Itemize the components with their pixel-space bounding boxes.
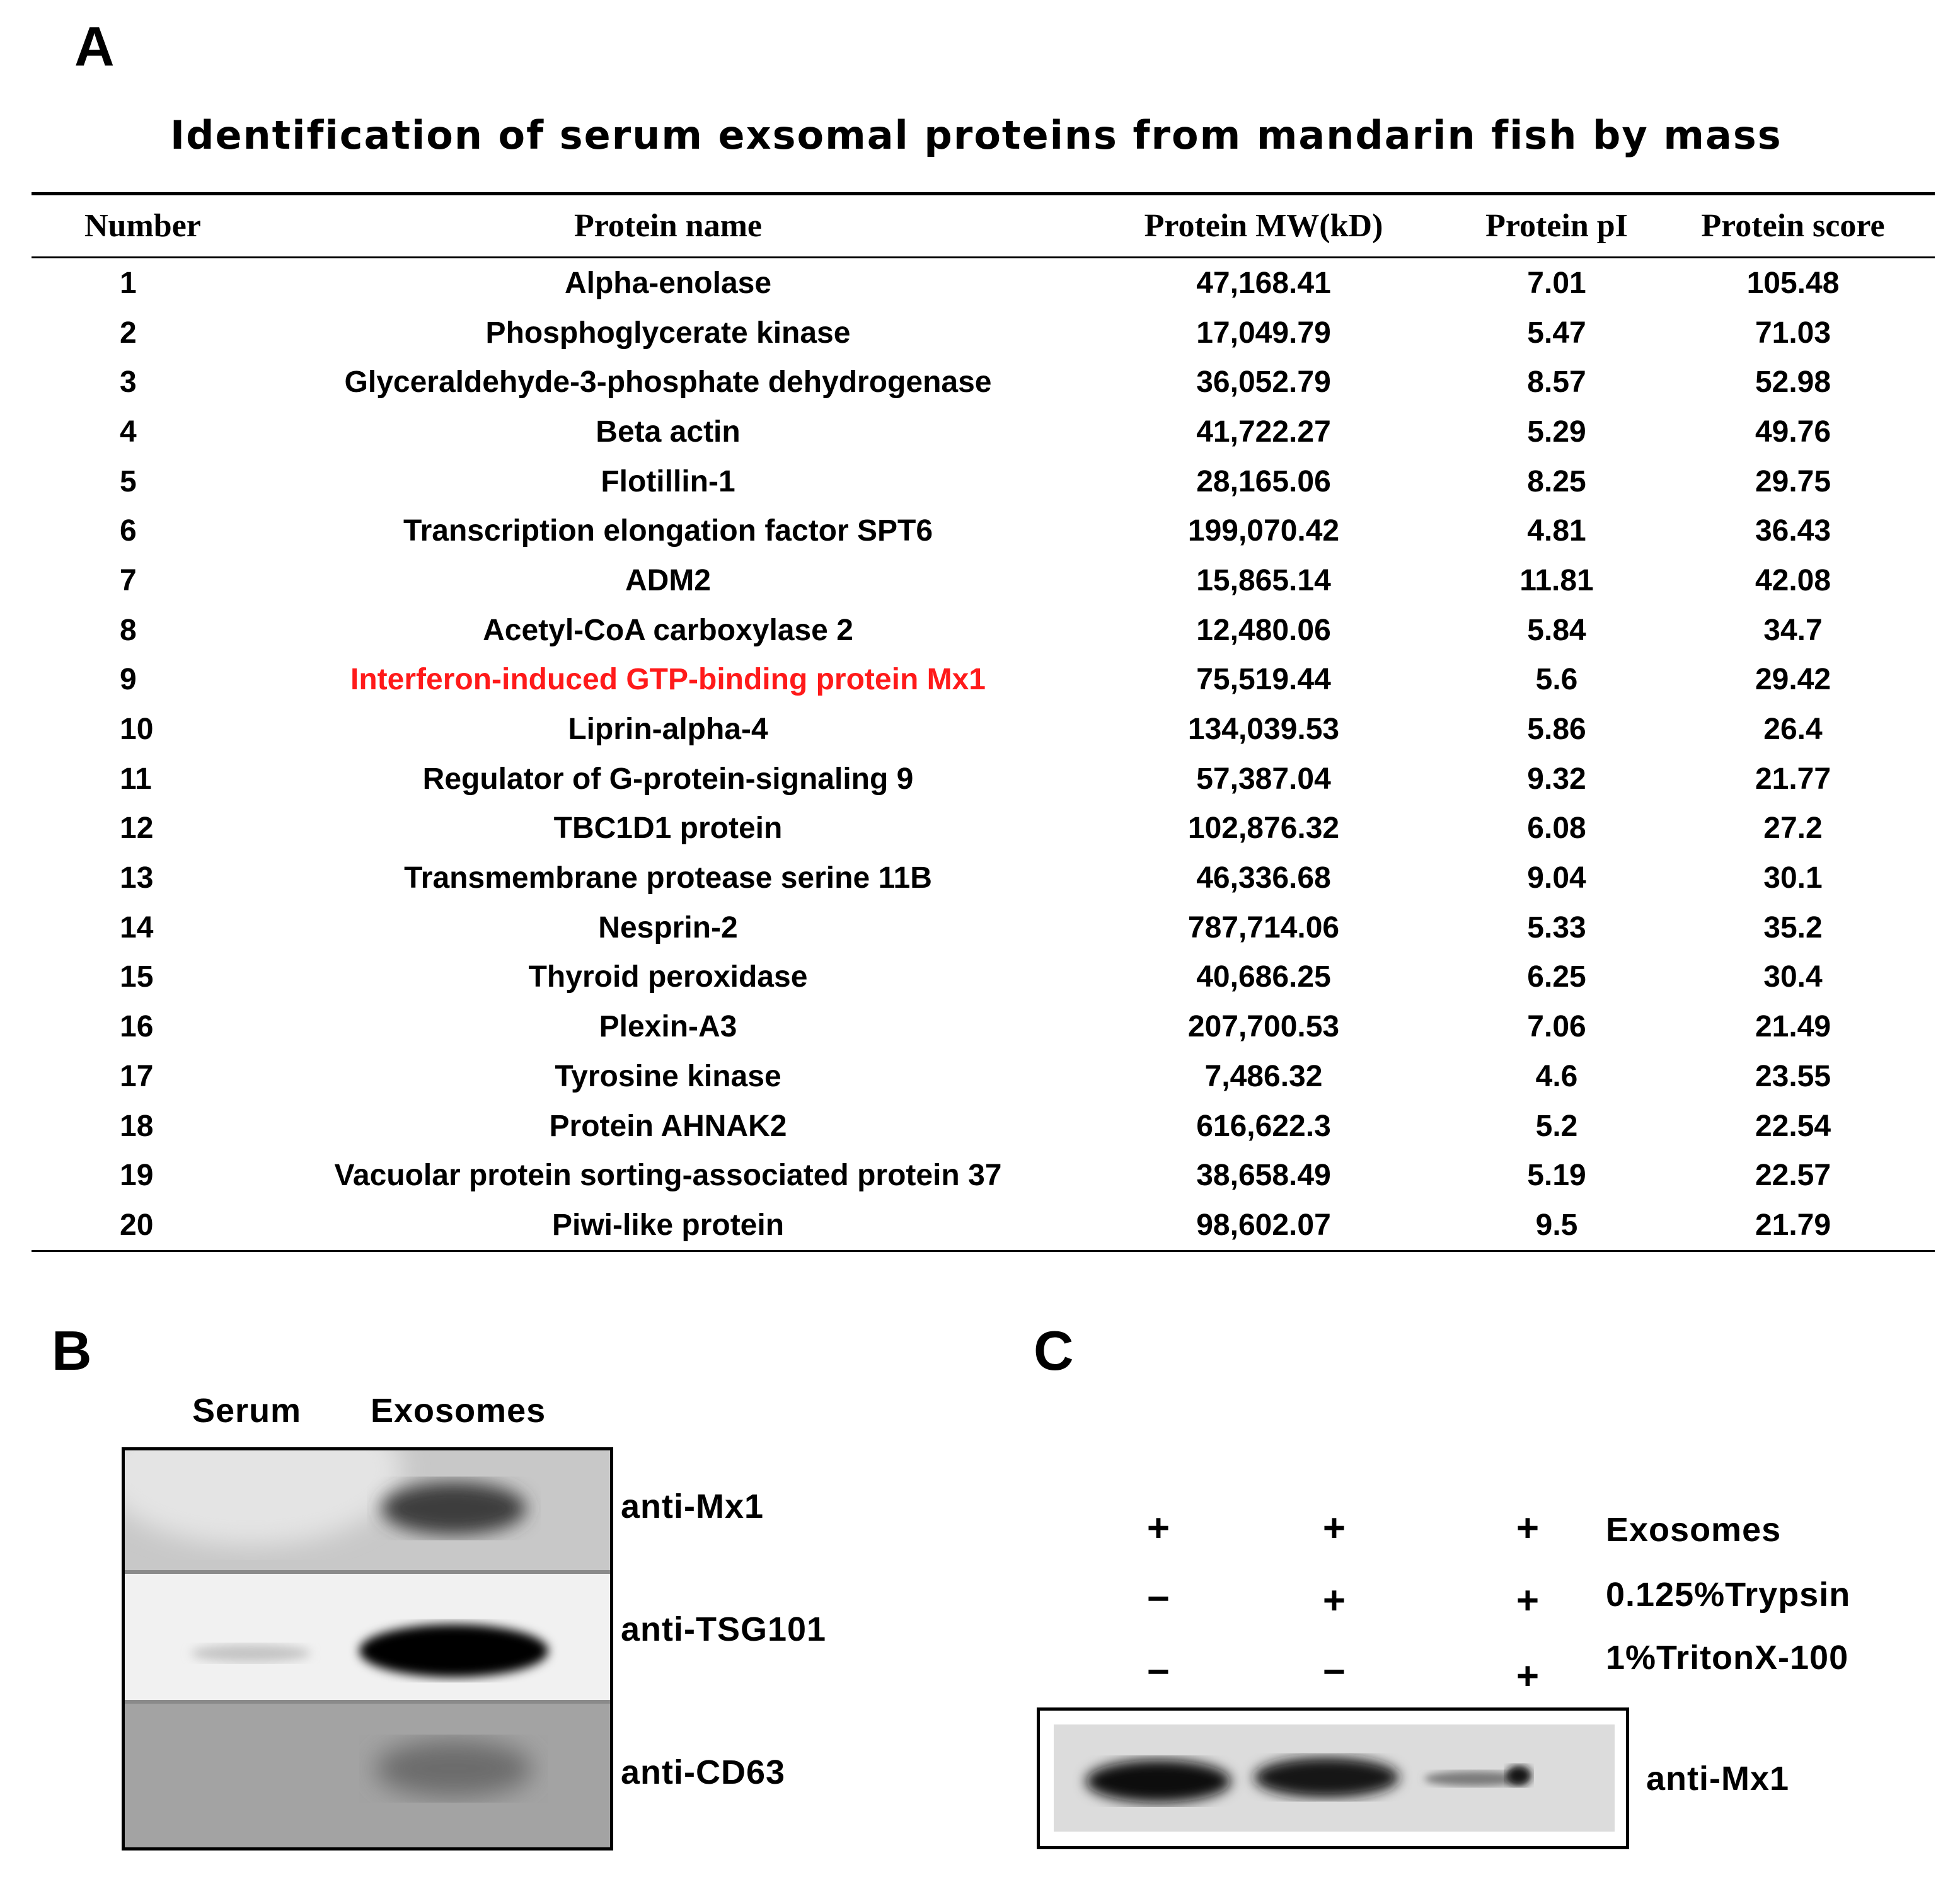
row-number: 19 xyxy=(120,1159,154,1193)
protein-name: Thyroid peroxidase xyxy=(528,960,808,994)
row-number: 1 xyxy=(120,266,137,300)
sign-trypsin-lane2: + xyxy=(1322,1579,1346,1622)
protein-name: Transmembrane protease serine 11B xyxy=(404,861,932,895)
blot-panel-b-image xyxy=(125,1450,610,1847)
table-row xyxy=(32,605,1935,655)
protein-mw: 17,049.79 xyxy=(1196,316,1331,350)
row-number: 17 xyxy=(120,1059,154,1093)
protein-name: Protein AHNAK2 xyxy=(549,1109,787,1143)
blot-panel-c xyxy=(1037,1707,1629,1849)
protein-score: 29.42 xyxy=(1755,663,1831,697)
table-row xyxy=(32,1200,1935,1250)
protein-pi: 5.47 xyxy=(1527,316,1586,350)
protein-name: TBC1D1 protein xyxy=(553,812,783,846)
protein-pi: 5.33 xyxy=(1527,910,1586,944)
protein-name: Tyrosine kinase xyxy=(555,1059,781,1093)
protein-pi: 5.84 xyxy=(1527,613,1586,647)
band-tsg101-exosomes xyxy=(359,1624,548,1677)
sign-triton-lane1: − xyxy=(1146,1650,1170,1694)
sign-trypsin-lane1: − xyxy=(1146,1577,1170,1621)
header-protein-name: Protein name xyxy=(574,207,762,244)
protein-pi: 6.08 xyxy=(1527,812,1586,846)
condition-label-triton: 1%TritonX-100 xyxy=(1606,1639,1849,1677)
table-row xyxy=(32,407,1935,457)
table-row xyxy=(32,255,1935,308)
protein-name: Regulator of G-protein-signaling 9 xyxy=(422,762,914,796)
table-row xyxy=(32,1052,1935,1101)
header-protein-score: Protein score xyxy=(1701,207,1885,244)
protein-mw: 46,336.68 xyxy=(1196,861,1331,895)
strip-divider xyxy=(125,1700,610,1704)
band-c-lane1 xyxy=(1086,1760,1231,1803)
protein-pi: 9.5 xyxy=(1535,1208,1578,1242)
table-row xyxy=(32,804,1935,854)
header-number: Number xyxy=(84,207,201,244)
protein-mw: 207,700.53 xyxy=(1187,1010,1340,1044)
protein-score: 52.98 xyxy=(1755,365,1831,399)
table-row xyxy=(32,457,1935,507)
protein-score: 27.2 xyxy=(1763,812,1823,846)
protein-pi: 8.57 xyxy=(1527,365,1586,399)
table-row xyxy=(32,357,1935,407)
sign-triton-lane2: − xyxy=(1322,1650,1346,1694)
protein-score: 26.4 xyxy=(1763,713,1823,747)
panel-label-b: B xyxy=(52,1319,92,1382)
row-number: 14 xyxy=(120,910,154,944)
protein-score: 35.2 xyxy=(1763,910,1823,944)
protein-name: Glyceraldehyde-3-phosphate dehydrogenase xyxy=(344,365,992,399)
table-top-rule xyxy=(32,192,1935,195)
row-number: 2 xyxy=(120,316,137,350)
protein-score: 21.79 xyxy=(1755,1208,1831,1242)
protein-name: Flotillin-1 xyxy=(601,464,735,498)
row-number: 20 xyxy=(120,1208,154,1242)
protein-mw: 12,480.06 xyxy=(1196,613,1331,647)
protein-name: Beta actin xyxy=(596,415,741,449)
protein-pi: 5.29 xyxy=(1527,415,1586,449)
blot-label-cd63: anti-CD63 xyxy=(621,1753,786,1791)
protein-pi: 5.19 xyxy=(1527,1159,1586,1193)
table-row xyxy=(32,655,1935,705)
sign-trypsin-lane3: + xyxy=(1516,1579,1540,1622)
protein-score: 29.75 xyxy=(1755,464,1831,498)
protein-pi: 9.32 xyxy=(1527,762,1586,796)
header-protein-pi: Protein pI xyxy=(1485,207,1628,244)
band-cd63-exosomes xyxy=(375,1740,533,1797)
protein-pi: 11.81 xyxy=(1519,563,1594,597)
protein-score: 30.1 xyxy=(1763,861,1823,895)
protein-name: Interferon-induced GTP-binding protein Mx1 xyxy=(350,663,986,697)
blot-label-tsg101: anti-TSG101 xyxy=(621,1610,827,1648)
table-row xyxy=(32,853,1935,903)
row-number: 6 xyxy=(120,514,137,548)
table-header-row xyxy=(32,197,1935,255)
protein-score: 30.4 xyxy=(1763,960,1823,994)
row-number: 15 xyxy=(120,960,154,994)
table-body xyxy=(32,255,1935,1250)
protein-name: Transcription elongation factor SPT6 xyxy=(403,514,933,548)
protein-mw: 57,387.04 xyxy=(1196,762,1331,796)
table-row xyxy=(32,754,1935,804)
protein-pi: 6.25 xyxy=(1527,960,1586,994)
sign-exosomes-lane2: + xyxy=(1322,1506,1346,1550)
row-number: 16 xyxy=(120,1010,154,1044)
table-row xyxy=(32,704,1935,754)
protein-mw: 199,070.42 xyxy=(1187,514,1340,548)
protein-mw: 134,039.53 xyxy=(1187,713,1340,747)
protein-mw: 102,876.32 xyxy=(1187,812,1340,846)
protein-name: Liprin-alpha-4 xyxy=(568,713,768,747)
lane-label-serum: Serum xyxy=(192,1392,302,1430)
protein-score: 34.7 xyxy=(1763,613,1823,647)
row-number: 12 xyxy=(120,812,154,846)
protein-name: ADM2 xyxy=(625,563,711,597)
protein-pi: 5.2 xyxy=(1535,1109,1578,1143)
protein-score: 36.43 xyxy=(1755,514,1831,548)
protein-name: Vacuolar protein sorting-associated protein 37 xyxy=(334,1159,1002,1193)
table-row xyxy=(32,903,1935,953)
protein-pi: 7.06 xyxy=(1527,1010,1586,1044)
protein-mw: 616,622.3 xyxy=(1196,1109,1331,1143)
protein-score: 23.55 xyxy=(1755,1059,1831,1093)
lane-label-exosomes: Exosomes xyxy=(371,1392,546,1430)
protein-table xyxy=(32,197,1935,1250)
protein-mw: 28,165.06 xyxy=(1196,464,1331,498)
sign-exosomes-lane1: + xyxy=(1146,1506,1170,1550)
protein-mw: 47,168.41 xyxy=(1196,266,1331,300)
strip-divider xyxy=(125,1570,610,1574)
row-number: 8 xyxy=(120,613,137,647)
protein-score: 22.57 xyxy=(1755,1159,1831,1193)
table-row xyxy=(32,953,1935,1002)
protein-mw: 40,686.25 xyxy=(1196,960,1331,994)
sign-triton-lane3: + xyxy=(1516,1655,1540,1698)
protein-pi: 8.25 xyxy=(1527,464,1586,498)
table-row xyxy=(32,506,1935,556)
table-row xyxy=(32,1101,1935,1151)
table-title: Identification of serum exsomal proteins from mandarin fish by mass xyxy=(170,112,1782,158)
protein-score: 22.54 xyxy=(1755,1109,1831,1143)
row-number: 10 xyxy=(120,713,154,747)
header-protein-mw: Protein MW(kD) xyxy=(1144,207,1383,244)
protein-mw: 75,519.44 xyxy=(1196,663,1331,697)
panel-label-a: A xyxy=(74,15,115,77)
protein-score: 21.49 xyxy=(1755,1010,1831,1044)
protein-score: 105.48 xyxy=(1746,266,1840,300)
protein-mw: 98,602.07 xyxy=(1196,1208,1331,1242)
panel-label-c: C xyxy=(1034,1319,1074,1382)
protein-name: Phosphoglycerate kinase xyxy=(485,316,851,350)
row-number: 13 xyxy=(120,861,154,895)
protein-name: Nesprin-2 xyxy=(598,910,738,944)
protein-pi: 9.04 xyxy=(1527,861,1586,895)
protein-mw: 38,658.49 xyxy=(1196,1159,1331,1193)
blot-label-mx1: anti-Mx1 xyxy=(621,1488,764,1525)
protein-score: 49.76 xyxy=(1755,415,1831,449)
table-bottom-rule xyxy=(32,1250,1935,1252)
protein-name: Acetyl-CoA carboxylase 2 xyxy=(483,613,853,647)
strip-tsg101 xyxy=(125,1574,610,1700)
row-number: 9 xyxy=(120,663,137,697)
sign-exosomes-lane3: + xyxy=(1516,1506,1540,1550)
table-row xyxy=(32,1002,1935,1052)
protein-score: 42.08 xyxy=(1755,563,1831,597)
protein-mw: 15,865.14 xyxy=(1196,563,1331,597)
protein-mw: 36,052.79 xyxy=(1196,365,1331,399)
blot-label-c-mx1: anti-Mx1 xyxy=(1646,1760,1790,1798)
band-mx1-exosomes xyxy=(381,1482,526,1535)
row-number: 3 xyxy=(120,365,137,399)
protein-mw: 7,486.32 xyxy=(1204,1059,1323,1093)
row-number: 18 xyxy=(120,1109,154,1143)
protein-name: Plexin-A3 xyxy=(599,1010,737,1044)
protein-name: Alpha-enolase xyxy=(564,266,772,300)
row-number: 11 xyxy=(120,762,152,796)
protein-score: 21.77 xyxy=(1755,762,1831,796)
table-row xyxy=(32,308,1935,358)
row-number: 4 xyxy=(120,415,137,449)
condition-label-exosomes: Exosomes xyxy=(1606,1511,1782,1549)
strip-cd63 xyxy=(125,1704,610,1847)
row-number: 7 xyxy=(120,563,137,597)
protein-pi: 4.81 xyxy=(1527,514,1586,548)
protein-pi: 4.6 xyxy=(1535,1059,1578,1093)
band-c-lane3-spot xyxy=(1506,1765,1531,1786)
blot-panel-c-image xyxy=(1040,1711,1626,1846)
table-row xyxy=(32,1150,1935,1200)
protein-pi: 7.01 xyxy=(1527,266,1586,300)
protein-pi: 5.6 xyxy=(1535,663,1578,697)
protein-pi: 5.86 xyxy=(1527,713,1586,747)
protein-score: 71.03 xyxy=(1755,316,1831,350)
band-c-lane2 xyxy=(1254,1757,1399,1798)
band-tsg101-serum xyxy=(191,1644,311,1662)
protein-mw: 787,714.06 xyxy=(1187,910,1340,944)
row-number: 5 xyxy=(120,464,137,498)
table-row xyxy=(32,556,1935,605)
protein-name: Piwi-like protein xyxy=(551,1208,785,1242)
protein-mw: 41,722.27 xyxy=(1196,415,1331,449)
condition-label-trypsin: 0.125%Trypsin xyxy=(1606,1576,1851,1614)
blot-panel-b xyxy=(122,1447,613,1850)
